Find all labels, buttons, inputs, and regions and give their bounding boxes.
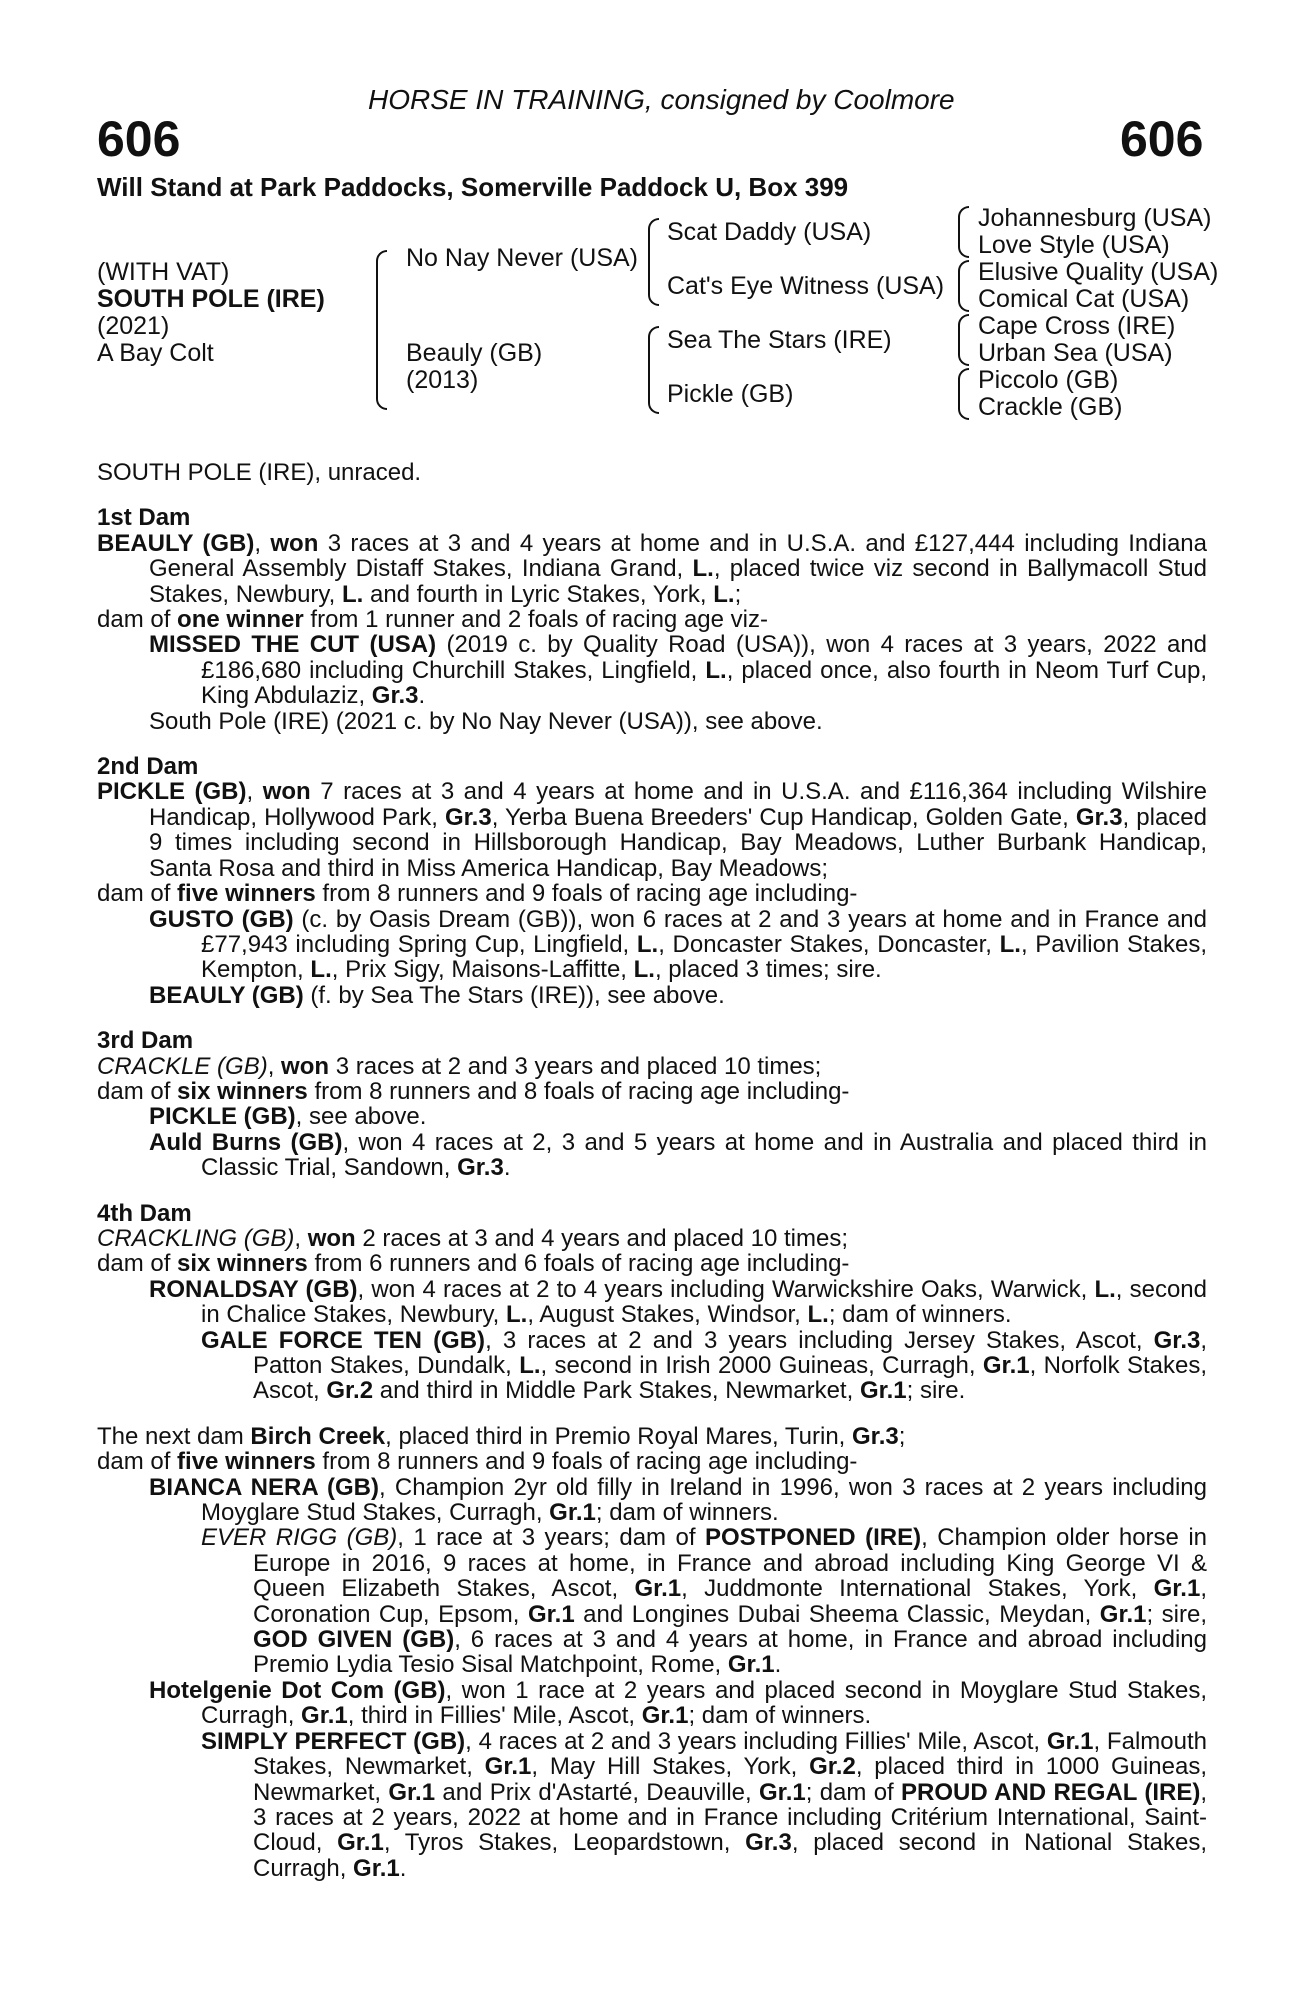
dam-parents-brace [648, 326, 659, 414]
fourth-dam-grandchild-1: GALE FORCE TEN (GB), 3 races at 2 and 3 years including Jersey Stakes, Ascot, Gr.3, Patton Stakes, Dundalk, L., second in Irish 2000 Guineas, Curragh, Gr.1, Norfolk Stakes, Ascot, Gr.2 and third in Middle Park Stakes, Newmarket, Gr.1; sire. [201, 1326, 1208, 1405]
first-dam-child-1: MISSED THE CUT (USA) (2019 c. by Quality Road (USA)), won 4 races at 3 years, 2022 and £186,680 including Churchill Stakes, Lingfield, L., placed once, also fourth in Neom Turf Cup, King Abdulaziz, Gr.3. [149, 631, 1208, 710]
ss-dam: Love Style (USA) [978, 231, 1170, 259]
third-dam-child-2: Auld Burns (GB), won 4 races at 2, 3 and 5 years at home and in Australia and placed third in Classic Trial, Sandown, Gr.3. [149, 1128, 1207, 1182]
fourth-dam-produce: dam of six winners from 6 runners and 6 foals of racing age including- [97, 1250, 850, 1278]
next-dam-child-1: BIANCA NERA (GB), Champion 2yr old filly in Ireland in 1996, won 3 races at 2 years including Moyglare Stud Stakes, Curragh, Gr.1; dam of winners. [149, 1473, 1208, 1527]
ss-parents-brace [958, 206, 969, 258]
fourth-dam-record: CRACKLING (GB), won 2 races at 3 and 4 years and placed 10 times; [97, 1224, 848, 1252]
race-record: SOUTH POLE (IRE), unraced. [97, 459, 422, 486]
second-dam-heading: 2nd Dam [97, 753, 199, 781]
sd-parents-brace [958, 260, 969, 312]
first-dam-produce: dam of one winner from 1 runner and 2 foals of racing age viz- [97, 606, 768, 634]
dd-dam: Crackle (GB) [978, 393, 1123, 421]
next-dam-grandchild-1: EVER RIGG (GB), 1 race at 3 years; dam of POSTPONED (IRE), Champion older horse in Europe in 2016, 9 races at home, in France and abroad including King George VI & Queen Elizabeth Stakes, Ascot, Gr.1, Juddmonte International Stakes, York, Gr.1, Coronation Cup, Epsom, Gr.1 and Longines Dubai Sheema Classic, Meydan, Gr.1; sire, GOD GIVEN (GB), 6 races at 3 and 4 years at home, in France and abroad including Premio Lydia Tesio Sisal Matchpoint, Rome, Gr.1. [201, 1524, 1208, 1679]
second-dam-record: PICKLE (GB), won 7 races at 3 and 4 years at home and in U.S.A. and £116,364 including Wilshire Handicap, Hollywood Park, Gr.3, Yerba Buena Breeders' Cup Handicap, Golden Gate, Gr.3, placed 9 times including second in Hillsborough Handicap, Bay Meadows, Luther Burbank Handicap, Santa Rosa and third in Miss America Handicap, Bay Meadows; [97, 778, 1208, 882]
sire-parents-brace [648, 218, 659, 306]
ds-sire: Cape Cross (IRE) [978, 312, 1176, 340]
sire-dam-brace [376, 250, 387, 410]
sire-name: No Nay Never (USA) [406, 244, 638, 272]
dam-name: Beauly (GB) [406, 339, 543, 367]
stand-location: Will Stand at Park Paddocks, Somerville Paddock U, Box 399 [97, 172, 849, 202]
next-dam-produce: dam of five winners from 8 runners and 9 foals of racing age including- [97, 1448, 858, 1476]
dam-sire: Sea The Stars (IRE) [667, 326, 892, 354]
sd-sire: Elusive Quality (USA) [978, 258, 1219, 286]
consignment-line: HORSE IN TRAINING, consigned by Coolmore [368, 84, 955, 115]
first-dam-child-2: South Pole (IRE) (2021 c. by No Nay Never (USA)), see above. [149, 707, 823, 735]
first-dam-record: BEAULY (GB), won 3 races at 3 and 4 years at home and in U.S.A. and £127,444 including Indiana General Assembly Distaff Stakes, Indiana Grand, L., placed twice viz second in Ballymacoll Stud Stakes, Newbury, L. and fourth in Lyric Stakes, York, L.; [97, 529, 1208, 608]
dd-parents-brace [958, 368, 969, 420]
lot-number-right: 606 [1120, 111, 1204, 167]
second-dam-child-1: GUSTO (GB) (c. by Oasis Dream (GB)), won 6 races at 2 and 3 years at home and in France and £77,943 including Spring Cup, Lingfield, L., Doncaster Stakes, Doncaster, L., Pavilion Stakes, Kempton, L., Prix Sigy, Maisons-Laffitte, L., placed 3 times; sire. [149, 905, 1208, 984]
sire-sire: Scat Daddy (USA) [667, 218, 872, 246]
third-dam-child-1: PICKLE (GB), see above. [149, 1103, 427, 1131]
sire-dam: Cat's Eye Witness (USA) [667, 272, 945, 300]
third-dam-heading: 3rd Dam [97, 1027, 194, 1055]
subject-desc: A Bay Colt [97, 339, 214, 367]
subject-year: (2021) [97, 312, 170, 340]
dam-dam: Pickle (GB) [667, 380, 794, 408]
next-dam-record: The next dam Birch Creek, placed third in Premio Royal Mares, Turin, Gr.3; [97, 1422, 906, 1450]
second-dam-produce: dam of five winners from 8 runners and 9 foals of racing age including- [97, 880, 858, 908]
third-dam-produce: dam of six winners from 8 runners and 8 foals of racing age including- [97, 1077, 850, 1105]
subject-vat: (WITH VAT) [97, 258, 230, 286]
sd-dam: Comical Cat (USA) [978, 285, 1190, 313]
ds-dam: Urban Sea (USA) [978, 339, 1173, 367]
second-dam-child-2: BEAULY (GB) (f. by Sea The Stars (IRE)), see above. [149, 981, 725, 1009]
subject-name: SOUTH POLE (IRE) [97, 285, 325, 313]
fourth-dam-child-1: RONALDSAY (GB), won 4 races at 2 to 4 years including Warwickshire Oaks, Warwick, L., second in Chalice Stakes, Newbury, L., August Stakes, Windsor, L.; dam of winners. [149, 1275, 1207, 1329]
fourth-dam-heading: 4th Dam [97, 1199, 192, 1227]
dam-year: (2013) [406, 366, 479, 394]
first-dam-heading: 1st Dam [97, 504, 191, 532]
ss-sire: Johannesburg (USA) [978, 204, 1212, 232]
dd-sire: Piccolo (GB) [978, 366, 1119, 394]
ds-parents-brace [958, 314, 969, 366]
next-dam-child-2: Hotelgenie Dot Com (GB), won 1 race at 2 years and placed second in Moyglare Stud Stakes, Curragh, Gr.1, third in Fillies' Mile, Ascot, Gr.1; dam of winners. [149, 1676, 1207, 1730]
third-dam-record: CRACKLE (GB), won 3 races at 2 and 3 years and placed 10 times; [97, 1052, 822, 1080]
catalogue-body [97, 460, 1207, 1881]
lot-number-left: 606 [97, 111, 181, 167]
next-dam-grandchild-2: SIMPLY PERFECT (GB), 4 races at 2 and 3 years including Fillies' Mile, Ascot, Gr.1, Falmouth Stakes, Newmarket, Gr.1, May Hill Stakes, York, Gr.2, placed third in 1000 Guineas, Newmarket, Gr.1 and Prix d'Astarté, Deauville, Gr.1; dam of PROUD AND REGAL (IRE), 3 races at 2 years, 2022 at home and in France including Critérium International, Saint-Cloud, Gr.1, Tyros Stakes, Leopardstown, Gr.3, placed second in National Stakes, Curragh, Gr.1. [201, 1727, 1208, 1882]
